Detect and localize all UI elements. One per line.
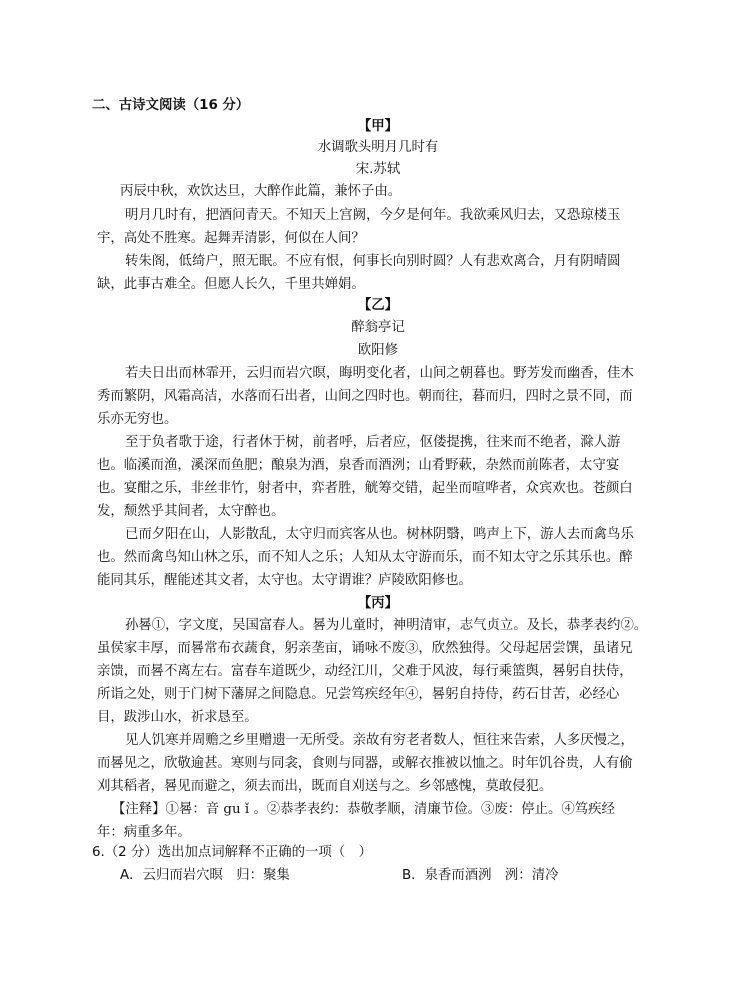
- section-heading: 二、古诗文阅读（16 分）: [92, 98, 250, 113]
- yi-line: 也。然而禽鸟知山林之乐，而不知人之乐；人知从太守游而乐，而不知太守之乐其乐也。醉: [97, 550, 633, 565]
- yi-line: 发，颓然乎其间者，太守醉也。: [97, 504, 285, 519]
- yi-title: 醉翁亭记: [351, 320, 405, 335]
- jia-line: 宇，高处不胜寒。起舞弄清影，何似在人间？: [97, 231, 365, 246]
- bing-line: 虽侯家丰厚，而晷常布衣蔬食，躬亲垄亩，诵咏不废③，欣然独得。父母起居尝馔，虽诸兄: [97, 641, 633, 656]
- bing-line: 刈其稻者，晷见而避之，须去而出，既而自刈送与之。乡邻感愧，莫敢侵犯。: [97, 779, 553, 794]
- jia-preface: 丙辰中秋，欢饮达旦，大醉作此篇，兼怀子由。: [120, 184, 402, 199]
- yi-line: 也。宴酣之乐，非丝非竹，射者中，弈者胜，觥筹交错，起坐而喧哗者，众宾欢也。苍颜白: [97, 481, 633, 496]
- option-a: A．云归而岩穴暝 归：聚集: [120, 868, 290, 883]
- yi-line: 能同其乐，醒能述其文者，太守也。太守谓谁？庐陵欧阳修也。: [97, 573, 472, 588]
- yi-line: 若夫日出而林霏开，云归而岩穴暝，晦明变化者，山间之朝暮也。野芳发而幽香，佳木: [125, 366, 634, 381]
- bing-line: 所诣之处，则于门树下藩屏之间隐息。兄尝笃疾经年④，晷躬自持侍，药石甘苦，必经心: [97, 687, 620, 702]
- yi-author: 欧阳修: [357, 343, 399, 358]
- question-stem: 6.（2 分）选出加点词解释不正确的一项（ ）: [92, 845, 372, 860]
- option-b: B．泉香而酒洌 洌：清冷: [402, 868, 559, 883]
- yi-line: 秀而繁阴，风霜高洁，水落而石出者，山间之四时也。朝而往，暮而归，四时之景不同，而: [97, 389, 633, 404]
- jia-title: 水调歌头明月几时有: [317, 140, 439, 155]
- bing-label: 【丙】: [357, 596, 399, 611]
- annotation-line: 【注释】①晷：音 gu ǐ 。②恭孝表约：恭敬孝顺，清廉节俭。③废：停止。④笃疾经: [112, 802, 615, 817]
- jia-line: 缺，此事古难全。但愿人长久，千里共婵娟。: [97, 277, 365, 292]
- bing-line: 亲馈，而晷不离左右。富春车道既少，动经江川，父难于风波，每行乘篮舆，晷躬自扶侍，: [97, 664, 633, 679]
- yi-label: 【乙】: [357, 298, 399, 313]
- yi-line: 已而夕阳在山，人影散乱，太守归而宾客从也。树林阴翳，鸣声上下，游人去而禽鸟乐: [125, 527, 634, 542]
- annotation-line: 年：病重多年。: [97, 825, 191, 840]
- jia-line: 转朱阁，低绮户，照无眠。不应有恨，何事长向别时圆？人有悲欢离合，月有阴晴圆: [125, 254, 621, 269]
- yi-line: 也。临溪而渔，溪深而鱼肥；酿泉为酒，泉香而酒洌；山肴野蔌，杂然而前陈者，太守宴: [97, 458, 620, 473]
- yi-line: 乐亦无穷也。: [97, 412, 178, 427]
- jia-label: 【甲】: [357, 119, 399, 134]
- bing-line: 而晷见之，欣敬逾甚。寒则与同衾，食则与同器，或解衣推被以恤之。时年饥谷贵，人有偷: [97, 756, 633, 771]
- jia-author: 宋.苏轼: [355, 162, 401, 177]
- bing-line: 目，跋涉山水，祈求恳至。: [97, 710, 258, 725]
- yi-line: 至于负者歌于途，行者休于树，前者呼，后者应，伛偻提携，往来而不绝者，滁人游: [125, 435, 621, 450]
- jia-line: 明月几时有，把酒问青天。不知天上宫阙，今夕是何年。我欲乘风归去，又恐琼楼玉: [125, 208, 621, 223]
- bing-line: 见人饥寒并周赡之乡里赠遗一无所受。亲故有穷老者数人，恒往来告索，人多厌慢之，: [125, 733, 634, 748]
- bing-line: 孙晷①，字文度，吴国富春人。晷为儿童时，神明清审，志气贞立。及长，恭孝表约②。: [125, 618, 648, 633]
